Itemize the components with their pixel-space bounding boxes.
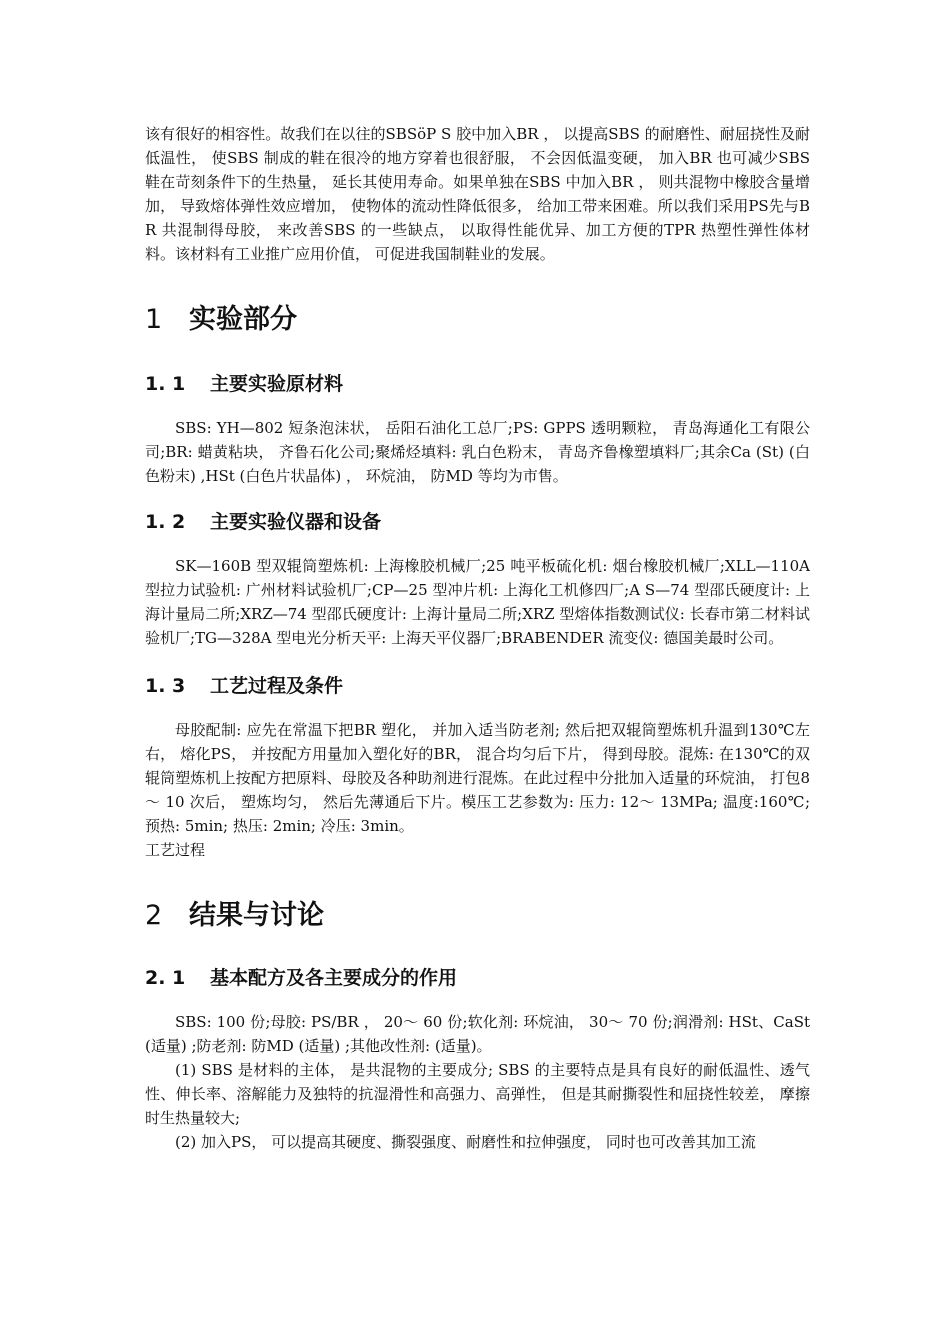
subsection-2-1-heading [145,964,810,992]
equipment-paragraph: SK—160B 型双辊筒塑炼机: 上海橡胶机械厂;25 吨平板硫化机: 烟台橡胶机械厂;XLL—110A 型拉力试验机: 广州材料试验机厂;CP—25 型冲片机: 上海化工机修四厂;A S—74 型邵氏硬度计: 上海计量局二所;XRZ—74 型邵氏硬度计: 上海计量局二所;XRZ 型熔体指数测试仪: 长春市第二材料试验机厂;TG—328A 型电光分析天平: 上海天平仪器厂;BRABENDER 流变仪: 德国美最时公司。 [145,557,810,647]
subsection-number: 2. 1 [145,967,186,989]
process-caption: 工艺过程 [145,841,206,859]
formula-paragraph: SBS: 100 份;母胶: PS/BR ， 20～ 60 份;软化剂: 环烷油， 30～ 70 份;润滑剂: HSt、CaSt (适量) ;防老剂: 防MD (适量) ;其他改性剂: (适量)。 [145,1013,810,1055]
document-page [145,122,810,1154]
section-number: 2 [145,900,163,931]
subsection-number: 1. 1 [145,373,186,395]
section-1-heading [145,302,810,338]
materials-paragraph: SBS: YH—802 短条泡沫状， 岳阳石油化工总厂;PS: GPPS 透明颗粒， 青岛海通化工有限公司;BR: 蜡黄粘块， 齐鲁石化公司;聚烯烃填料: 乳白色粉末， 青岛齐鲁橡塑填料厂;其余Ca (St) (白色粉末) ,HSt (白色片状晶体) ， 环烷油， 防MD 等均为市售。 [145,419,810,485]
section-2-heading [145,898,810,934]
subsection-title: 基本配方及各主要成分的作用 [210,967,458,989]
list-item: (1) SBS 是材料的主体， 是共混物的主要成分; SBS 的主要特点是具有良好的耐低温性、透气性、伸长率、溶解能力及独特的抗湿滑性和高强力、高弹性， 但是其耐撕裂性和屈挠性较差， 摩擦时生热量较大; [145,1061,810,1127]
list-item: (2) 加入PS， 可以提高其硬度、撕裂强度、耐磨性和拉伸强度， 同时也可改善其加工流 [175,1133,756,1151]
subsection-title: 主要实验仪器和设备 [210,511,382,533]
process-paragraph: 母胶配制: 应先在常温下把BR 塑化， 并加入适当防老剂; 然后把双辊筒塑炼机升温到130℃左右， 熔化PS， 并按配方用量加入塑化好的BR， 混合均匀后下片， 得到母胶。混炼: 在130℃的双辊筒塑炼机上按配方把原料、母胶及各种助剂进行混炼。在此过程中分批加入适量的环烷油， 打包8～ 10 次后， 塑炼均匀， 然后先薄通后下片。模压工艺参数为: 压力: 12～ 13MPa; 温度:160℃; 预热: 5min; 热压: 2min; 冷压: 3min。 [145,721,810,835]
section-number: 1 [145,304,163,335]
intro-paragraph: 该有很好的相容性。故我们在以往的SBSöP S 胶中加入BR ， 以提高SBS 的耐磨性、耐屈挠性及耐低温性， 使SBS 制成的鞋在很冷的地方穿着也很舒服， 不会因低温变硬， 加入BR 也可减少SBS 鞋在苛刻条件下的生热量， 延长其使用寿命。如果单独在SBS 中加入BR ， 则共混物中橡胶含量增加， 导致熔体弹性效应增加， 使物体的流动性降低很多， 给加工带来困难。所以我们采用PS先与BR 共混制得母胶， 来改善SBS 的一些缺点， 以取得性能优异、加工方便的TPR 热塑性弹性体材料。该材料有工业推广应用价值， 可促进我国制鞋业的发展。 [145,125,810,263]
subsection-number: 1. 3 [145,675,186,697]
subsection-1-3-heading [145,672,810,700]
section-title: 结果与讨论 [189,900,324,931]
subsection-1-2-heading [145,508,810,536]
subsection-title: 工艺过程及条件 [210,675,344,697]
subsection-title: 主要实验原材料 [210,373,344,395]
subsection-number: 1. 2 [145,511,186,533]
subsection-1-1-heading [145,370,810,398]
section-title: 实验部分 [189,304,297,335]
